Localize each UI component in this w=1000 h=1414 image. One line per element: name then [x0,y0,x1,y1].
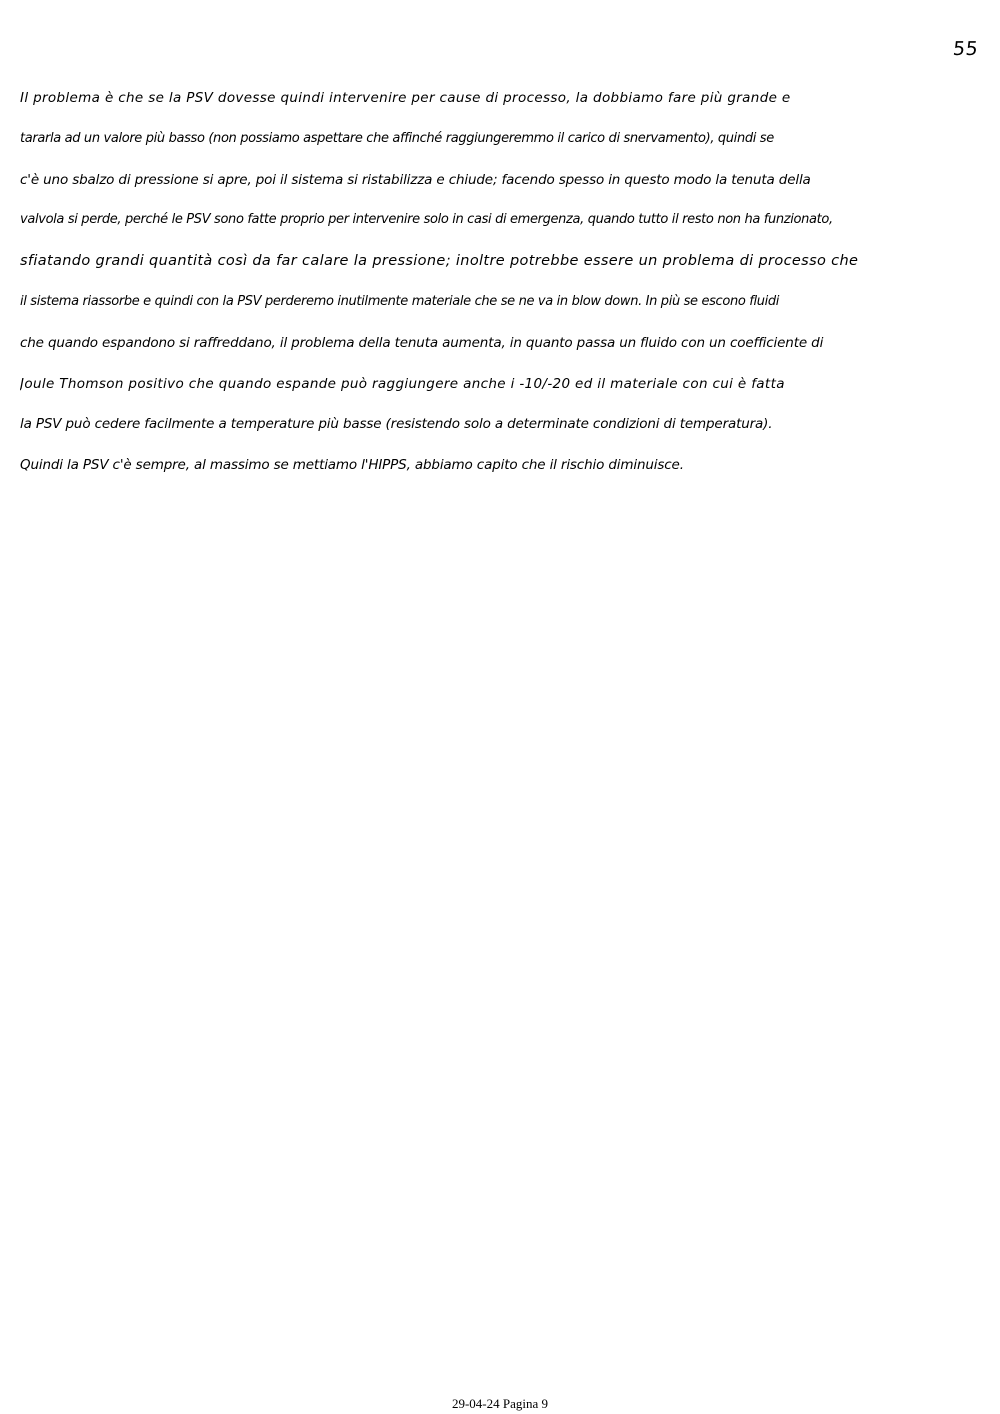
note-line: il sistema riassorbe e quindi con la PSV perderemo inutilmente materiale che se ne va in blow down. In più se escono fluidi [20,293,780,309]
note-line: che quando espandono si raffreddano, il problema della tenuta aumenta, in quanto passa un fluido con un coefficiente di [20,334,824,351]
handwritten-notes [20,78,970,486]
note-line: la PSV può cedere facilmente a temperature più basse (resistendo solo a determinate condizioni di temperatura). [20,416,773,433]
note-line: Il problema è che se la PSV dovesse quindi intervenire per cause di processo, la dobbiamo fare più grande e [20,90,791,106]
note-line: Joule Thomson positivo che quando espande può raggiungere anche i -10/-20 ed il materiale con cui è fatta [20,375,785,392]
page-footer: 29-04-24 Pagina 9 [451,1396,549,1411]
note-line: c'è uno sbalzo di pressione si apre, poi il sistema si ristabilizza e chiude; facendo spesso in questo modo la tenuta della [20,171,811,188]
note-line: Quindi la PSV c'è sempre, al massimo se mettiamo l'HIPPS, abbiamo capito che il rischio diminuisce. [20,457,684,474]
page-number: 55 [951,38,980,60]
note-line: tararla ad un valore più basso (non possiamo aspettare che affinché raggiungeremmo il carico di snervamento), quindi se [20,130,774,146]
note-line: valvola si perde, perché le PSV sono fatte proprio per intervenire solo in casi di emergenza, quando tutto il resto non ha funzionato, [20,212,833,228]
note-line: sfiatando grandi quantità così da far calare la pressione; inoltre potrebbe essere un problema di processo che [20,253,859,270]
